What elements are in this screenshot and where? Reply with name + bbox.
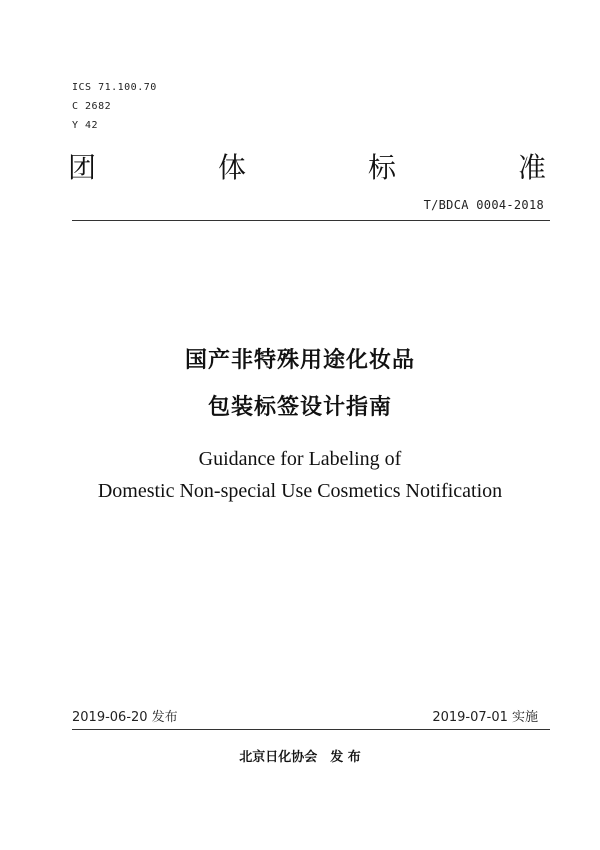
standard-type-char: 体 [217,151,246,184]
standard-number: T/BDCA 0004-2018 [423,198,544,212]
chinese-title-line-1: 国产非特殊用途化妆品 [184,348,415,373]
standard-type-char: 标 [367,151,396,184]
implement-date: 2019-07-01 实施 [432,710,538,725]
publisher: 北京日化协会 发 布 [239,750,361,765]
classification-codes [72,78,157,135]
standard-type-char: 团 [68,151,97,184]
standard-type-heading [68,150,546,186]
publish-date: 2019-06-20 发布 [72,710,178,725]
ccs-code: C 2682 [72,101,112,112]
ics-code: ICS 71.100.70 [72,82,157,93]
english-title-line-1: Guidance for Labeling of [198,448,402,470]
header-divider [72,220,550,221]
record-code: Y 42 [72,120,99,131]
english-title-line-2: Domestic Non-special Use Cosmetics Notification [97,480,503,502]
footer-divider [72,729,550,730]
standard-type-char: 准 [517,151,546,184]
chinese-title-line-2: 包装标签设计指南 [207,395,392,420]
